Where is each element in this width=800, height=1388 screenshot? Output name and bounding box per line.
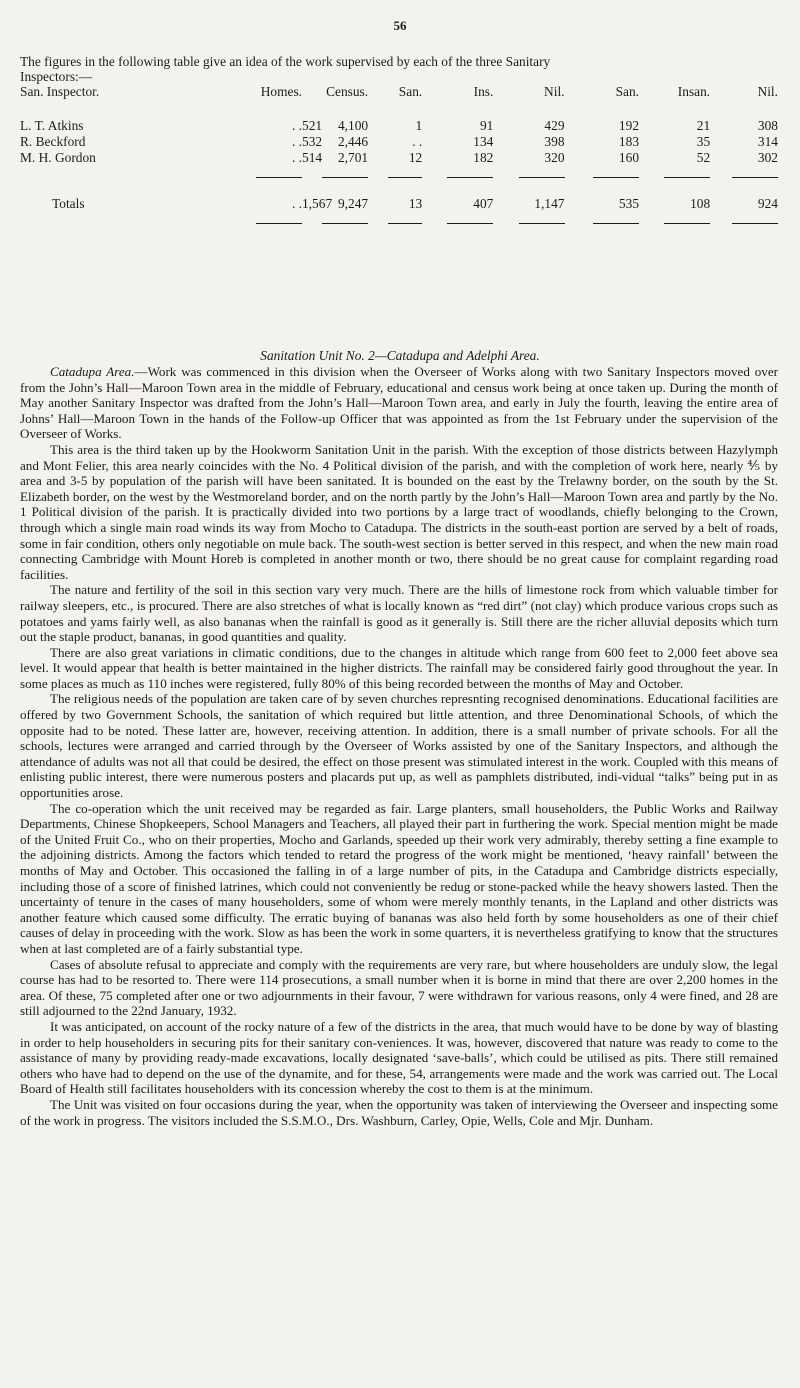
header-san: San. <box>398 84 423 99</box>
row-inspector-name: M. H. Gordon <box>20 150 96 165</box>
page-number: 56 <box>393 18 407 33</box>
total-nil-2: 924 <box>757 196 778 211</box>
cell-san: 12 <box>408 150 423 165</box>
totals-label: Totals <box>52 196 85 211</box>
cell-insan: 21 <box>696 118 711 133</box>
cell-nil: 320 <box>544 150 565 165</box>
row-inspector-name: L. T. Atkins <box>20 118 84 133</box>
column-rule <box>732 177 778 178</box>
inspector-work-table <box>20 84 778 228</box>
totals-row <box>20 182 778 212</box>
cell-homes: . . 521 <box>210 108 302 134</box>
row-inspector-name: R. Beckford <box>20 134 86 149</box>
column-rule <box>388 223 422 224</box>
cell-san-2: 160 <box>618 150 640 165</box>
table-rule-row <box>20 166 778 182</box>
section-body <box>20 364 778 1128</box>
cell-san: 1 <box>415 118 423 133</box>
column-rule <box>519 223 565 224</box>
column-rule <box>664 177 710 178</box>
cell-insan: 35 <box>696 134 711 149</box>
cell-nil-2: 308 <box>757 118 778 133</box>
header-nil-2: Nil. <box>757 84 778 99</box>
paragraph: Cases of absolute refusal to appreciate and comply with the requirements are very rare, but where householders are unduly slow, the legal course has had to be resorted to. There were 114 prosecutions, a small number when it is borne in mind that there are over 2,200 homes in the area. Of these, 75 completed after one or two adjournments in their favour, 7 were withdrawn for various reasons, only 4 were fined, and 28 are still adjourned to the 22nd January, 1932. <box>20 956 778 1019</box>
total-san: 13 <box>408 196 423 211</box>
paragraph: The co-operation which the unit received may be regarded as fair. Large planters, small householders, the Public Works and Railway Departments, Chinese Shopkeepers, School Managers and Teachers, all played their part in furthering the work. Special mention might be made of the United Fruit Co., who on their properties, Mocho and Garlands, speeded up their work very admirably, thereby setting a fine example to the adjoining districts. Among the factors which tended to retard the progress of the work might be mentioned, ‘heavy rainfall’ between the months of May and October. This occasioned the falling in of a large number of pits, in the Catadupa and Cambridge districts especially, including those of a score of finished latrines, which could not conveniently be redug or stone-packed while the heavy showers lasted. Then the uncertainty of tenure in the cases of many householders, some of whom were merely monthly tenants, in the Lapland and other districts was another feature which caused some difficulty. The erratic buying of bananas was also held forth by some householders as one of their chief causes of delay in proceeding with the work. Slow as has been the work in some quarters, it is nevertheless gratifying to know that the structures when at last completed are of a fairly substantial type. <box>20 800 778 956</box>
intro-line-1: The figures in the following table give an idea of the work supervised by each of the three Sanitary <box>20 54 551 69</box>
cell-ins: 134 <box>473 134 494 149</box>
table-rule-row <box>20 212 778 228</box>
intro-text <box>20 54 778 84</box>
table-header-row <box>20 84 778 108</box>
cell-census: 2,446 <box>337 134 369 149</box>
column-rule <box>447 223 493 224</box>
cell-homes: . . 514 <box>210 150 302 166</box>
paragraph: This area is the third taken up by the Hookworm Sanitation Unit in the parish. With the exception of those districts between Hazylymph and Mont Felier, this area nearly coincides with the No. 4 Political division of the parish, and with the completion of work here, nearly ⅘ by area and 3-5 by population of the parish will have been sanitated. It is bounded on the east by the Trelawny border, on the south by the St. Elizabeth border, on the west by the Westmoreland border, and on the north partly by the John’s Hall—Maroon Town area and partly by the No. 1 Political division of the parish. It is practically divided into two portions by a large tract of woodlands, chiefly belonging to the Crown, through which a single main road winds its way from Mocho to Catadupa. The districts in the south-east portion are served by a belt of roads, some in fair condition, others only negotiable on mule back. The south-west section is better served in this respect, and when the new main road connecting Cambridge with Mount Horeb is completed in another month or two, there should be no great cause for complaint regarding road facilities. <box>20 441 778 582</box>
cell-san: . . <box>412 134 423 149</box>
header-nil: Nil. <box>544 84 565 99</box>
column-rule <box>447 177 493 178</box>
total-nil: 1,147 <box>534 196 565 211</box>
column-rule <box>664 223 710 224</box>
header-ins: Ins. <box>473 84 494 99</box>
leader-dots: . . <box>291 118 303 133</box>
cell-nil-2: 302 <box>757 150 778 165</box>
cell-census: 2,701 <box>337 150 369 165</box>
cell-nil: 429 <box>544 118 565 133</box>
paragraph: There are also great variations in climatic conditions, due to the changes in altitude which range from 600 feet to 2,000 feet above sea level. It would appear that health is better maintained in the higher districts. The rainfall may be considered fairly good throughout the year. In some places as much as 110 inches were registered, fully 80% of this being recorded between the months of May and October. <box>20 644 778 691</box>
column-rule <box>322 223 368 224</box>
paragraph: It was anticipated, on account of the rocky nature of a few of the districts in the area, that much would have to be done by way of blasting in order to help householders in securing pits for their sanitary con-veniences. It was, however, discovered that nature was ready to come to the assistance of many by providing ready-made excavations, locally designated ‘save-balls’, which could be utilised as pits. There still remained others who have had to depend on the use of the dynamite, and for these, 54, arrangements were made and the work was carried out. The Local Board of Health still facilitates householders with its concession whereby the cost to them is at the minimum. <box>20 1018 778 1097</box>
cell-ins: 182 <box>473 150 494 165</box>
table-row <box>20 134 778 150</box>
total-census: 9,247 <box>337 196 369 211</box>
cell-ins: 91 <box>479 118 494 133</box>
section-title: Sanitation Unit No. 2—Catadupa and Adelphi Area. <box>260 348 540 363</box>
leader-dots: . . <box>291 196 303 211</box>
total-homes: . . 1,567 <box>210 182 302 212</box>
column-rule <box>388 177 422 178</box>
table-row <box>20 150 778 166</box>
leader-dots: . . <box>291 150 303 165</box>
header-homes: Homes. <box>260 84 303 99</box>
header-inspector: San. Inspector. <box>20 84 100 99</box>
cell-insan: 52 <box>696 150 711 165</box>
total-san-2: 535 <box>618 196 640 211</box>
intro-line-2: Inspectors:— <box>20 69 93 84</box>
column-rule <box>519 177 565 178</box>
cell-census: 4,100 <box>337 118 369 133</box>
paragraph: The religious needs of the population are taken care of by seven churches represnting recognised denominations. Educational facilities are offered by two Government Schools, the sanitation of which required but little attention, and three Denominational Schools, of which the opposite had to be noted. These latter are, however, receiving attention. In addition, there is a small number of private schools. For all the schools, lectures were arranged and carried through by the Overseer of Works assisted by one of the Sanitary Inspectors, and although the attendance of adults was not all that could be desired, the effect on those present was stimulated interest in the work. Coupled with this means of enlisting public interest, there were numerous posters and placards put up, as well as pamphlets distributed, indi-vidual “talks” being put in as opportunities arose. <box>20 691 778 801</box>
header-census: Census. <box>326 84 369 99</box>
column-rule <box>256 223 302 224</box>
table-row <box>20 108 778 134</box>
paragraph: Catadupa Area.—Work was commenced in this division when the Overseer of Works along with two Sanitary Inspectors moved over from the John’s Hall—Maroon Town area in the middle of February, educational and census work being at once taken up. During the month of May another Sanitary Inspector was drafted from the John’s Hall—Maroon Town area, and early in July the fourth, leaving the entire area of Johns’ Hall—Maroon Town in the hands of the Follow-up Officer that was appointed as from the 1st February under the supervision of the Overseer of Works. <box>20 364 778 442</box>
column-rule <box>256 177 302 178</box>
total-insan: 108 <box>690 196 711 211</box>
cell-nil: 398 <box>544 134 565 149</box>
column-rule <box>593 177 639 178</box>
column-rule <box>593 223 639 224</box>
paragraph: The Unit was visited on four occasions during the year, when the opportunity was taken of interviewing the Overseer and inspecting some of the work in progress. The visitors included the S.S.M.O., Drs. Washburn, Carley, Opie, Wells, Cole and Mjr. Dunham. <box>20 1096 778 1128</box>
column-rule <box>732 223 778 224</box>
column-rule <box>322 177 368 178</box>
paragraph: The nature and fertility of the soil in this section vary very much. There are the hills of limestone rock from which valuable timber for railway sleepers, etc., is procured. There are also stretches of what is locally known as “red dirt” (not clay) which produce various crops such as potatoes and yams fairly well, as also bananas when the rainfall is good as it generally is. Still there are the richer alluvial deposits which turn out the staple product, bananas, in good quantities and quality. <box>20 582 778 645</box>
leader-dots: . . <box>291 134 303 149</box>
cell-san-2: 183 <box>618 134 640 149</box>
total-ins: 407 <box>473 196 494 211</box>
cell-homes: . . 532 <box>210 134 302 150</box>
paragraph-lead: Catadupa Area. <box>50 364 135 379</box>
header-san-2: San. <box>615 84 640 99</box>
header-insan: Insan. <box>677 84 711 99</box>
cell-nil-2: 314 <box>757 134 778 149</box>
cell-san-2: 192 <box>618 118 640 133</box>
